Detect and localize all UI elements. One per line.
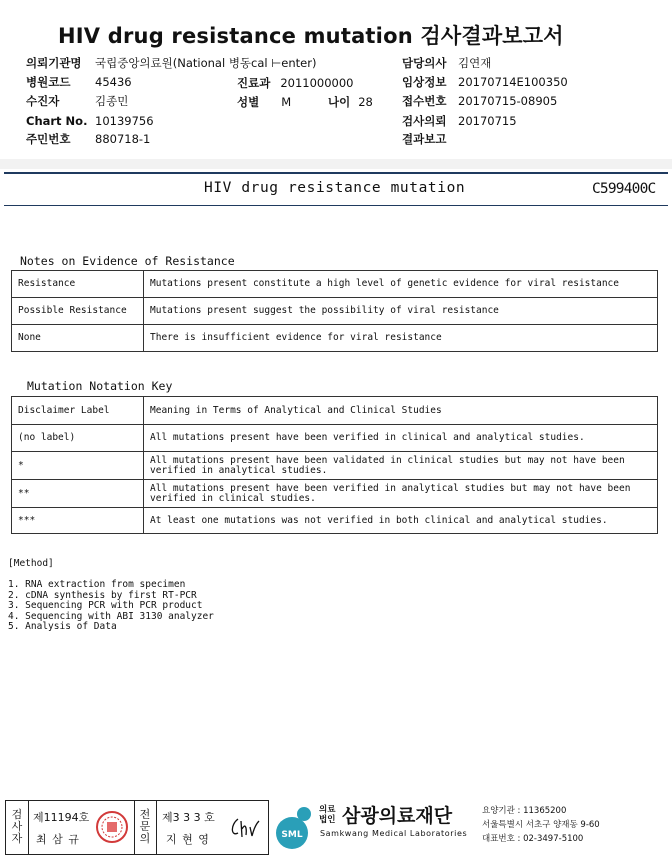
header-row-institution: 의뢰기관명 국립중앙의료원(National 병동cal ⊢enter) [26, 56, 317, 70]
specialist-label: 전문의 [139, 808, 151, 845]
specialist-license: 제3 3 3 호 [162, 811, 215, 824]
org-info-line: 대표번호 : 02-3497-5100 [482, 834, 584, 844]
table-row [12, 271, 658, 298]
header-row-patient: 수진자 김종민 [26, 94, 129, 108]
test-code: C599400C [592, 181, 656, 197]
official-seal-icon [95, 810, 129, 844]
header-row-clinical-info: 임상정보 20170714E100350 [402, 75, 568, 89]
notes-text: Mutations present suggest the possibility of viral resistance [144, 298, 658, 325]
key-text: All mutations present have been verified in analytical studies but may not have been verified in clinical studies. [144, 480, 658, 508]
key-label: ** [12, 480, 144, 508]
header-age: 나이 28 [328, 95, 373, 109]
org-info-line: 요양기관 : 11365200 [482, 806, 567, 816]
table-row [12, 325, 658, 352]
key-label: * [12, 452, 144, 480]
section-rule-top [4, 172, 668, 174]
method-heading: [Method] [8, 558, 54, 569]
table-row [12, 397, 658, 425]
key-label: *** [12, 508, 144, 534]
header-row-chart-no: Chart No. 10139756 [26, 114, 154, 128]
header-row-doctor: 담당의사 김연재 [402, 56, 492, 70]
header-row-request-date: 검사의뢰 20170715 [402, 114, 517, 128]
notes-table [11, 270, 658, 352]
header-row-receipt-no: 접수번호 20170715-08905 [402, 94, 558, 108]
notes-label: Resistance [12, 271, 144, 298]
key-text: All mutations present have been verified in clinical and analytical studies. [144, 425, 658, 452]
report-title: HIV drug resistance mutation 검사결과보고서 [58, 24, 564, 48]
key-table [11, 396, 658, 534]
header-row-resident-no: 주민번호 880718-1 [26, 132, 151, 146]
list-item: 2. cDNA synthesis by first RT-PCR [8, 589, 197, 601]
org-name-en: Samkwang Medical Laboratories [320, 829, 468, 838]
key-text: All mutations present have been validated in clinical studies but may not have been verified in analytical studies. [144, 452, 658, 480]
sml-logo-icon [271, 803, 319, 853]
inspector-license: 제11194호 [33, 811, 90, 824]
signature-box [5, 800, 269, 855]
inspector-label: 검사자 [11, 808, 23, 845]
specialist-name: 지 현 영 [166, 833, 210, 846]
notes-text: There is insufficient evidence for viral resistance [144, 325, 658, 352]
header-dept: 진료과 2011000000 [237, 76, 354, 90]
inspector-name: 최 삼 규 [36, 833, 80, 846]
list-item: 4. Sequencing with ABI 3130 analyzer [8, 610, 214, 622]
key-text: Meaning in Terms of Analytical and Clinical Studies [144, 397, 658, 425]
org-name: 삼광의료재단 [342, 805, 453, 827]
header-divider-band [0, 159, 672, 169]
org-type: 의료 법인 [319, 805, 336, 825]
list-item: 5. Analysis of Data [8, 621, 117, 632]
svg-text:SML: SML [281, 830, 303, 840]
key-label: Disclaimer Label [12, 397, 144, 425]
table-row [12, 508, 658, 534]
header-right [402, 56, 568, 150]
org-info-line: 서울특별시 서초구 양재동 9-60 [482, 820, 600, 830]
section-rule-bottom [4, 205, 668, 206]
notes-label: None [12, 325, 144, 352]
notes-text: Mutations present constitute a high level of genetic evidence for viral resistance [144, 271, 658, 298]
list-item: 3. Sequencing PCR with PCR product [8, 600, 203, 611]
table-row [12, 480, 658, 508]
header-row-hospital-code: 병원코드 45436 [26, 75, 132, 89]
table-row [12, 452, 658, 480]
table-row [12, 425, 658, 452]
notes-heading: Notes on Evidence of Resistance [20, 254, 235, 268]
key-text: At least one mutations was not verified in both clinical and analytical studies. [144, 508, 658, 534]
signature-icon [228, 813, 262, 841]
key-heading: Mutation Notation Key [27, 379, 173, 393]
notes-label: Possible Resistance [12, 298, 144, 325]
header-sex: 성별 M [237, 95, 292, 109]
table-row [12, 298, 658, 325]
key-label: (no label) [12, 425, 144, 452]
report-subtitle: HIV drug resistance mutation [204, 180, 466, 196]
org-info [482, 804, 600, 846]
header-row-report-date: 결과보고 [402, 132, 447, 146]
method-list [8, 580, 214, 633]
list-item: 1. RNA extraction from specimen [8, 579, 186, 590]
